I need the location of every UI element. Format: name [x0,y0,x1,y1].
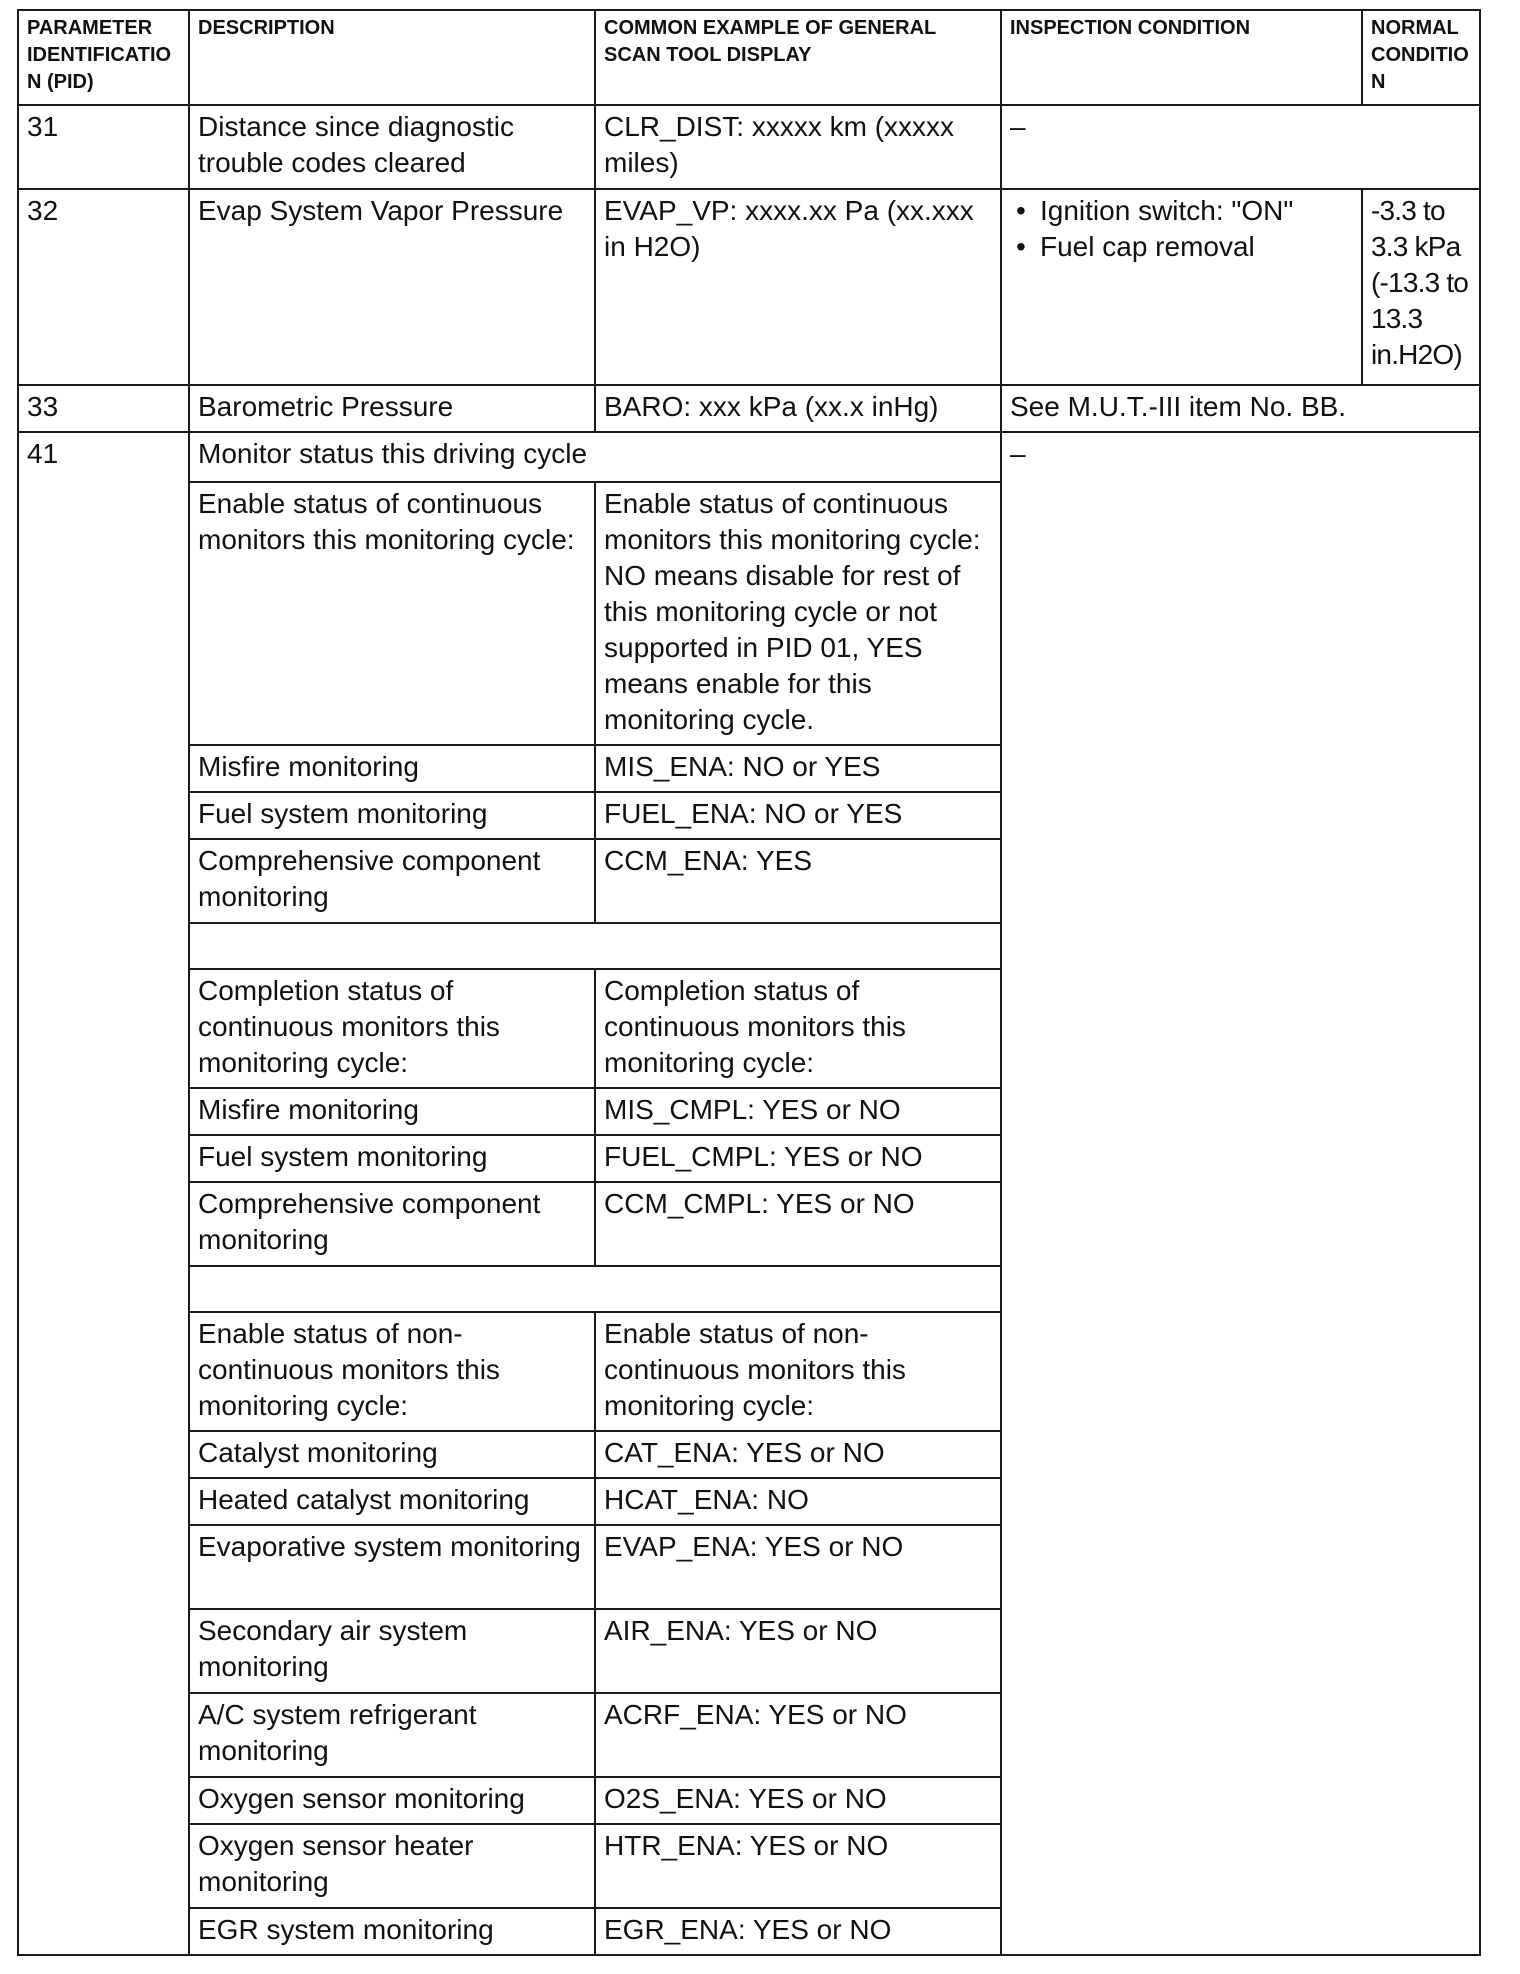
display-cell: AIR_ENA: YES or NO [595,1609,1001,1693]
display-cell: O2S_ENA: YES or NO [595,1777,1001,1824]
pid-cell: 32 [18,189,189,385]
description-cell: Comprehensive component monitoring [189,839,595,923]
description-cell: Evap System Vapor Pressure [189,189,595,385]
display-cell: BARO: xxx kPa (xx.x inHg) [595,385,1001,432]
display-cell: Enable status of non-continuous monitors this monitoring cycle: [595,1312,1001,1431]
header-row [18,10,1480,105]
inspection-cell: See M.U.T.-III item No. BB. [1001,385,1480,432]
description-cell: Comprehensive component monitoring [189,1182,595,1266]
description-cell: Misfire monitoring [189,745,595,792]
inspection-cell: – [1001,105,1480,189]
description-cell: Misfire monitoring [189,1088,595,1135]
table-row [18,385,1480,432]
table-row [18,189,1480,385]
display-cell: EVAP_VP: xxxx.xx Pa (xx.xxx in H2O) [595,189,1001,385]
description-cell: Evaporative system monitoring [189,1525,595,1609]
display-cell: CCM_CMPL: YES or NO [595,1182,1001,1266]
pid-cell: 41 [18,432,189,1955]
description-cell: Secondary air system monitoring [189,1609,595,1693]
header-inspection: INSPECTION CONDITION [1001,10,1362,105]
display-cell: ACRF_ENA: YES or NO [595,1693,1001,1777]
description-cell: Fuel system monitoring [189,1135,595,1182]
description-cell: Fuel system monitoring [189,792,595,839]
description-cell: Oxygen sensor heater monitoring [189,1824,595,1908]
header-normal: NORMAL CONDITION [1362,10,1480,105]
display-cell: Enable status of continuous monitors this monitoring cycle: NO means disable for rest of this monitoring cycle or not supported in PID 01, YES means enable for this monitoring cycle. [595,482,1001,745]
list-item: • Fuel cap removal [1010,229,1353,265]
display-cell: FUEL_ENA: NO or YES [595,792,1001,839]
header-pid: PARAMETER IDENTIFICATION (PID) [18,10,189,105]
list-item: • Ignition switch: "ON" [1010,193,1353,229]
description-cell: Distance since diagnostic trouble codes cleared [189,105,595,189]
display-cell: MIS_CMPL: YES or NO [595,1088,1001,1135]
display-cell: EVAP_ENA: YES or NO [595,1525,1001,1609]
display-cell: CAT_ENA: YES or NO [595,1431,1001,1478]
pid-cell: 33 [18,385,189,432]
description-cell: A/C system refrigerant monitoring [189,1693,595,1777]
description-cell: Catalyst monitoring [189,1431,595,1478]
display-cell: MIS_ENA: NO or YES [595,745,1001,792]
inspection-cell: – [1001,432,1480,1955]
display-cell: HCAT_ENA: NO [595,1478,1001,1525]
display-cell: CCM_ENA: YES [595,839,1001,923]
spacer-row [189,923,1001,969]
pid-cell: 31 [18,105,189,189]
section-title: Monitor status this driving cycle [189,432,1001,482]
display-cell: CLR_DIST: xxxxx km (xxxxx miles) [595,105,1001,189]
inspection-cell [1001,189,1362,385]
table-row [18,432,1480,482]
display-cell: HTR_ENA: YES or NO [595,1824,1001,1908]
description-cell: Enable status of non-continuous monitors this monitoring cycle: [189,1312,595,1431]
display-cell: EGR_ENA: YES or NO [595,1908,1001,1955]
description-cell: Enable status of continuous monitors this monitoring cycle: [189,482,595,745]
normal-condition-cell: -3.3 to 3.3 kPa (-13.3 to 13.3 in.H2O) [1362,189,1480,385]
description-cell: Completion status of continuous monitors this monitoring cycle: [189,969,595,1088]
header-display: COMMON EXAMPLE OF GENERAL SCAN TOOL DISPLAY [595,10,1001,105]
display-cell: FUEL_CMPL: YES or NO [595,1135,1001,1182]
description-cell: Oxygen sensor monitoring [189,1777,595,1824]
inspection-list [1010,193,1353,265]
description-cell: EGR system monitoring [189,1908,595,1955]
spacer-row [189,1266,1001,1312]
description-cell: Barometric Pressure [189,385,595,432]
pid-table [17,9,1481,1956]
header-description: DESCRIPTION [189,10,595,105]
display-cell: Completion status of continuous monitors this monitoring cycle: [595,969,1001,1088]
table-row [18,105,1480,189]
description-cell: Heated catalyst monitoring [189,1478,595,1525]
